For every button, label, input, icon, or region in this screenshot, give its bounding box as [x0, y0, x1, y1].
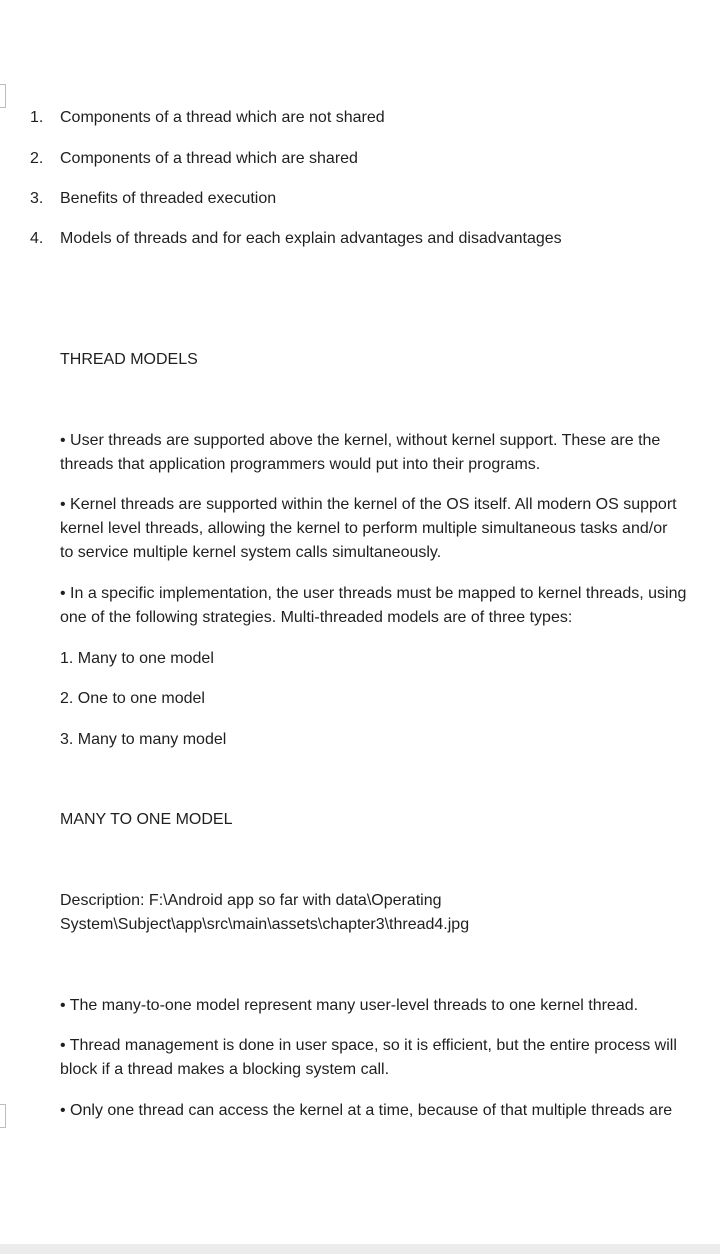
paragraph-line: • In a specific implementation, the user threads must be mapped to kernel threads, using	[60, 585, 687, 602]
section-heading-thread-models: THREAD MODELS	[60, 351, 198, 368]
paragraph-line: • Kernel threads are supported within the kernel of the OS itself. All modern OS support	[60, 496, 677, 513]
bullet-thread-management	[60, 1034, 720, 1082]
model-type-item: 1. Many to one model	[60, 650, 214, 667]
image-description	[60, 889, 720, 937]
list-item-number: 2.	[30, 150, 44, 167]
paragraph-implementation	[60, 582, 720, 630]
paragraph-line: kernel level threads, allowing the kernel to perform multiple simultaneous tasks and/or	[60, 520, 668, 537]
paragraph-kernel-threads	[60, 493, 720, 565]
description-line: System\Subject\app\src\main\assets\chapter3\thread4.jpg	[60, 916, 470, 933]
paragraph-line: • User threads are supported above the kernel, without kernel support. These are the	[60, 432, 661, 449]
margin-marker-top	[0, 84, 6, 108]
list-item-number: 1.	[30, 109, 44, 126]
bullet-many-to-one: • The many-to-one model represent many user-level threads to one kernel thread.	[60, 997, 639, 1014]
paragraph-line: block if a thread makes a blocking system call.	[60, 1061, 390, 1078]
model-type-item: 2. One to one model	[60, 690, 205, 707]
list-item-number: 3.	[30, 190, 44, 207]
list-item-text: Models of threads and for each explain advantages and disadvantages	[60, 230, 562, 247]
description-line: Description: F:\Android app so far with data\Operating	[60, 892, 442, 909]
margin-marker-bottom	[0, 1104, 6, 1128]
model-type-item: 3. Many to many model	[60, 731, 227, 748]
paragraph-user-threads	[60, 429, 720, 477]
list-item-text: Components of a thread which are not shared	[60, 109, 385, 126]
paragraph-line: one of the following strategies. Multi-threaded models are of three types:	[60, 609, 573, 626]
page-bottom-gutter	[0, 1244, 720, 1254]
list-item-text: Benefits of threaded execution	[60, 190, 277, 207]
paragraph-line: to service multiple kernel system calls simultaneously.	[60, 544, 442, 561]
list-item-number: 4.	[30, 230, 44, 247]
bullet-one-thread-kernel: • Only one thread can access the kernel at a time, because of that multiple threads are	[60, 1102, 673, 1119]
paragraph-line: threads that application programmers would put into their programs.	[60, 456, 541, 473]
list-item-text: Components of a thread which are shared	[60, 150, 358, 167]
section-heading-many-to-one: MANY TO ONE MODEL	[60, 811, 233, 828]
paragraph-line: • Thread management is done in user space, so it is efficient, but the entire process will	[60, 1037, 677, 1054]
